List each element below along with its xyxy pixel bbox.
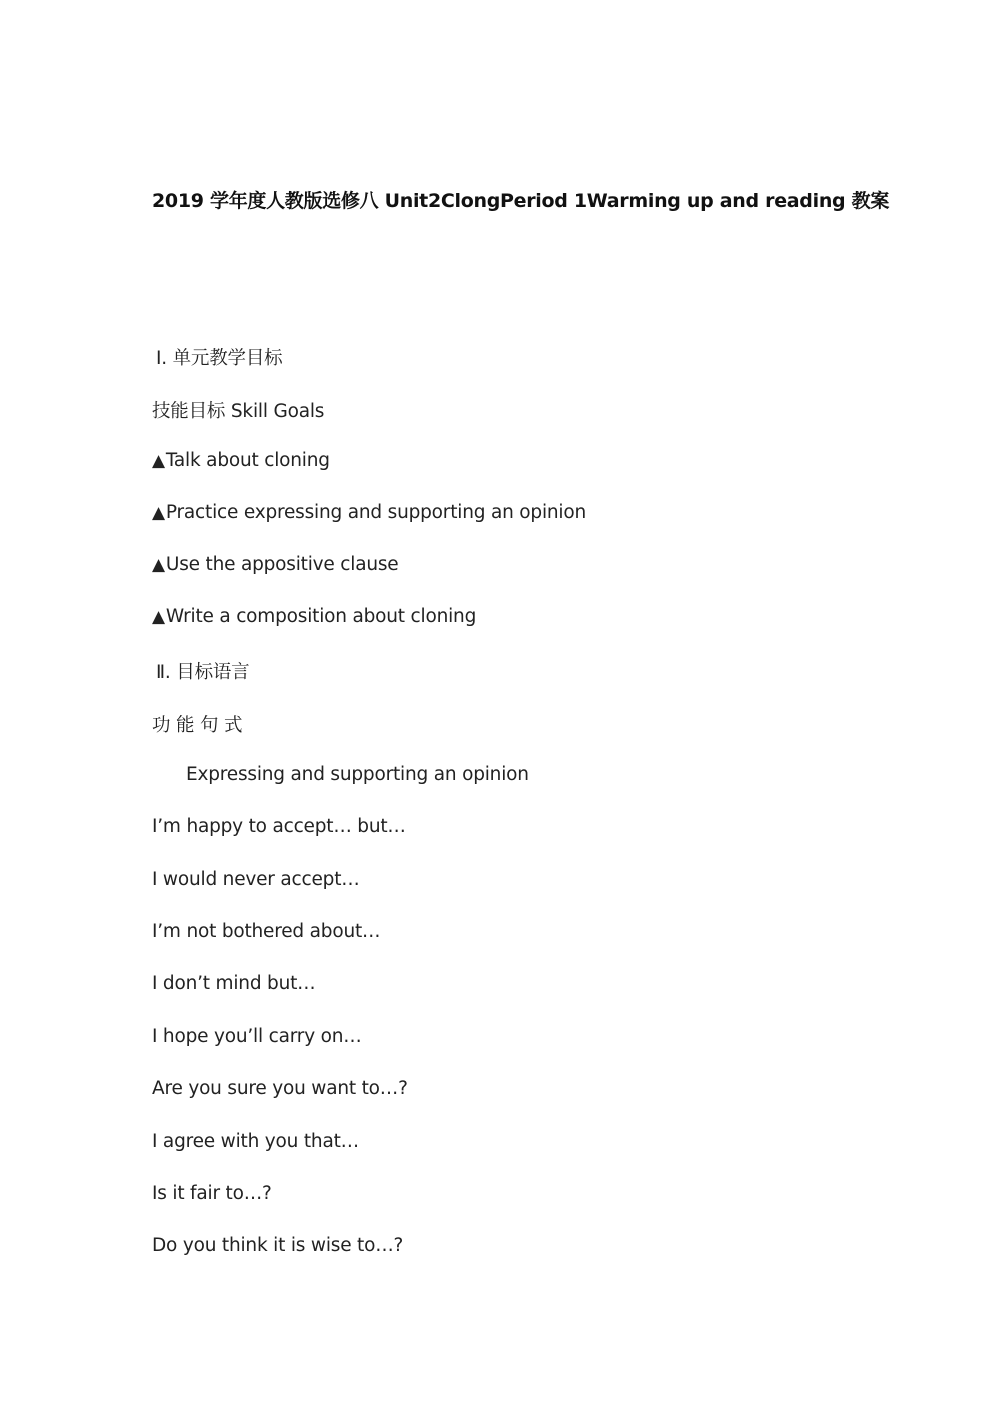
triangle-bullet-icon: ▲ bbox=[152, 503, 165, 523]
topic-line: Expressing and supporting an opinion bbox=[186, 764, 529, 785]
goal-item bbox=[152, 554, 398, 575]
subheading-skill-goals: 技能目标 Skill Goals bbox=[152, 401, 325, 422]
subheading-functional-sentences: 功 能 句 式 bbox=[152, 715, 243, 736]
triangle-bullet-icon: ▲ bbox=[152, 555, 165, 575]
goal-text: Use the appositive clause bbox=[165, 554, 399, 575]
document-title: 2019 学年度人教版选修八 Unit2ClongPeriod 1Warming up and reading 教案 bbox=[152, 190, 890, 212]
section-heading-target-language: Ⅱ. 目标语言 bbox=[156, 662, 250, 683]
goal-item bbox=[152, 502, 586, 523]
sentence-item: I hope you’ll carry on… bbox=[152, 1026, 362, 1047]
sentence-item: I’m happy to accept… but… bbox=[152, 816, 406, 837]
sentence-item: I would never accept… bbox=[152, 869, 360, 890]
goal-text: Practice expressing and supporting an opinion bbox=[165, 502, 586, 523]
section-heading-unit-goals: Ⅰ. 单元教学目标 bbox=[156, 348, 283, 369]
goal-item bbox=[152, 606, 476, 627]
sentence-item: I agree with you that… bbox=[152, 1131, 359, 1152]
sentence-item: Do you think it is wise to…? bbox=[152, 1235, 404, 1256]
sentence-item: I’m not bothered about… bbox=[152, 921, 381, 942]
goal-item bbox=[152, 450, 330, 471]
sentence-item: Is it fair to…? bbox=[152, 1183, 272, 1204]
sentence-item: Are you sure you want to…? bbox=[152, 1078, 408, 1099]
sentence-item: I don’t mind but… bbox=[152, 973, 316, 994]
triangle-bullet-icon: ▲ bbox=[152, 451, 165, 471]
goal-text: Write a composition about cloning bbox=[165, 606, 477, 627]
triangle-bullet-icon: ▲ bbox=[152, 607, 165, 627]
goal-text: Talk about cloning bbox=[165, 450, 330, 471]
